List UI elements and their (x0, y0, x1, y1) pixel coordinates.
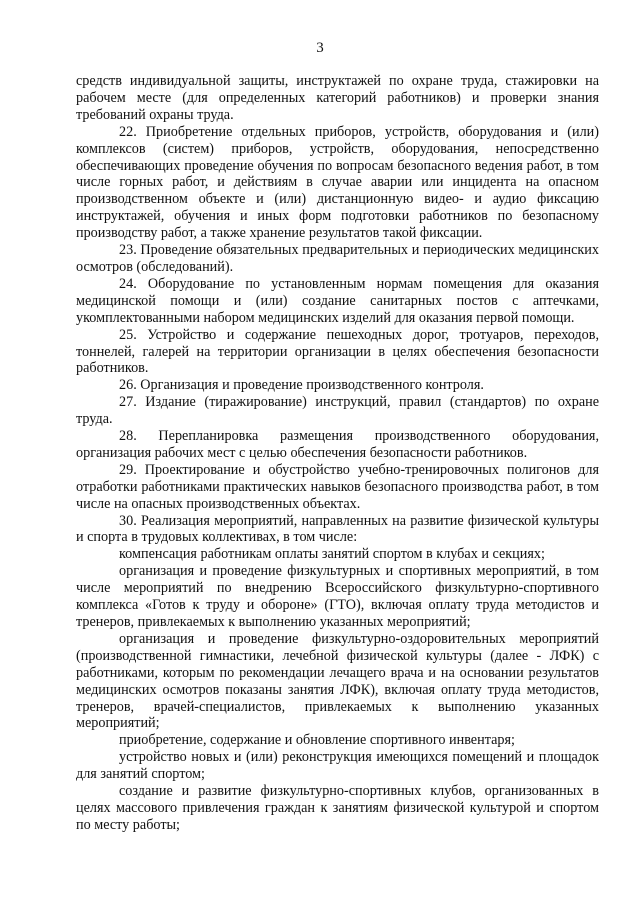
paragraph-item-25: 25. Устройство и содержание пешеходных дорог, тротуаров, переходов, тоннелей, галерей на территории организации в целях обеспечения безопасности работников. (76, 326, 599, 377)
sub-item-compensation: компенсация работникам оплаты занятий спортом в клубах и секциях; (119, 546, 545, 563)
paragraph-item-27: 27. Издание (тиражирование) инструкций, правил (стандартов) по охране труда. (76, 394, 599, 428)
sub-item-health-events: организация и проведение физкультурно-оздоровительных мероприятий (производственной гимнастики, лечебной физической культуры (далее - ЛФК) с работниками, которым по рекомендации лечащего врача и на основании результатов медицинских осмотров показаны занятия ЛФК), включая оплату труда методистов, тренеров, врачей-специалистов, привлекаемых к выполнению указанных мероприятий; (76, 630, 599, 732)
paragraph-item-22: 22. Приобретение отдельных приборов, устройств, оборудования и (или) комплексов (систем) приборов, устройств, оборудования, непосредственно обеспечивающих проведение обучения по вопросам безопасного ведения работ, в том числе горных работ, и действиям в случае аварии или инцидента на опасном производственном объекте и (или) дистанционную видео- и аудио фиксацию инструктажей, обучения и иных форм подготовки работников по безопасному производству работ, а также хранение результатов такой фиксации. (76, 123, 599, 242)
paragraph-item-24: 24. Оборудование по установленным нормам помещения для оказания медицинской помощи и (или) создание санитарных постов с аптечками, укомплектованными набором медицинских изделий для оказания первой помощи. (76, 275, 599, 326)
paragraph-item-30: 30. Реализация мероприятий, направленных на развитие физической культуры и спорта в трудовых коллективах, в том числе: (76, 512, 599, 546)
paragraph-item-23: 23. Проведение обязательных предварительных и периодических медицинских осмотров (обследований). (76, 242, 599, 275)
sub-item-sports-equipment: приобретение, содержание и обновление спортивного инвентаря; (119, 732, 515, 749)
paragraph-item-29: 29. Проектирование и обустройство учебно-тренировочных полигонов для отработки работниками практических навыков безопасного производства работ, в том числе на опасных производственных объектах. (76, 461, 599, 512)
paragraph-item-26: 26. Организация и проведение производственного контроля. (119, 377, 484, 394)
sub-item-sports-facilities: устройство новых и (или) реконструкция имеющихся помещений и площадок для занятий спортом; (76, 749, 599, 783)
sub-item-sports-events: организация и проведение физкультурных и спортивных мероприятий, в том числе мероприятий по внедрению Всероссийского физкультурно-спортивного комплекса «Готов к труду и обороне» (ГТО), включая оплату труда методистов и тренеров, привлекаемых к выполнению указанных мероприятий; (76, 563, 599, 630)
paragraph-item-28: 28. Перепланировка размещения производственного оборудования, организация рабочих мест с целью обеспечения безопасности работников. (76, 428, 599, 461)
paragraph-continuation: средств индивидуальной защиты, инструктажей по охране труда, стажировки на рабочем месте (для определенных категорий работников) и проверки знания требований охраны труда. (76, 73, 599, 123)
document-body (76, 73, 599, 834)
sub-item-sports-clubs: создание и развитие физкультурно-спортивных клубов, организованных в целях массового привлечения граждан к занятиям физической культурой и спортом по месту работы; (76, 783, 599, 833)
page-number: 3 (316, 40, 324, 56)
